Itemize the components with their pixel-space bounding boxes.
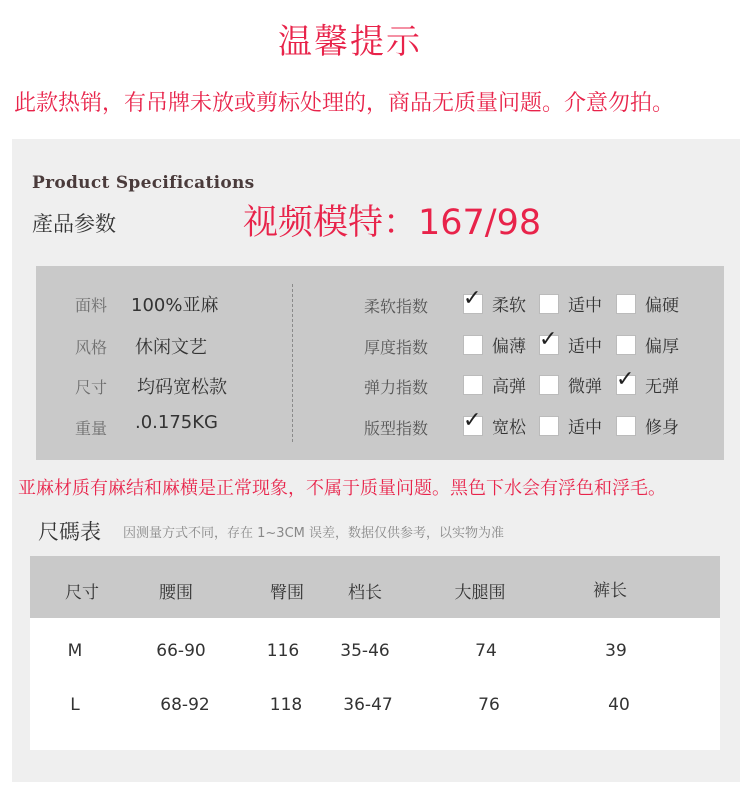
- table-cell: 39: [605, 641, 627, 661]
- checkbox-icon: [463, 335, 483, 355]
- check-mark-icon: ✓: [463, 285, 482, 311]
- check-mark-icon: ✓: [463, 407, 482, 433]
- spec-divider: [292, 284, 293, 442]
- checkbox-icon: [539, 416, 559, 436]
- table-cell: M: [67, 641, 83, 661]
- fit-option-slim: 修身: [616, 413, 679, 438]
- page-title: 温馨提示: [278, 22, 422, 62]
- table-cell: 118: [269, 695, 303, 715]
- softness-label: 柔软指数: [364, 297, 429, 316]
- spec-label-style: 风格: [75, 338, 108, 357]
- header-size: 尺寸: [65, 583, 99, 603]
- softness-option-soft: ✓ 柔软: [463, 285, 526, 316]
- spec-label-size: 尺寸: [75, 378, 108, 397]
- checkbox-icon: [616, 294, 636, 314]
- spec-value-weight: .0.175KG: [135, 412, 219, 433]
- hot-sale-notice: 此款热销，有吊牌未放或剪标处理的，商品无质量问题。介意勿拍。: [14, 91, 675, 116]
- thickness-option-thin: 偏薄: [463, 332, 526, 357]
- header-hip: 臀围: [270, 583, 304, 603]
- table-cell: 40: [608, 695, 630, 715]
- spec-label-weight: 重量: [75, 419, 108, 438]
- spec-title-cn: 產品参数: [32, 212, 116, 236]
- thickness-option-thick: 偏厚: [616, 332, 679, 357]
- table-cell: 35-46: [340, 641, 390, 661]
- spec-value-fabric: 100%亚麻: [131, 295, 219, 316]
- size-chart-note: 因测量方式不同，存在 1~3CM 误差，数据仅供参考，以实物为准: [123, 526, 504, 541]
- table-cell: 116: [266, 641, 300, 661]
- elasticity-option-none: ✓ 无弹: [616, 366, 679, 397]
- spec-value-size: 均码宽松款: [137, 377, 227, 398]
- header-length: 裤长: [593, 581, 627, 601]
- checkbox-checked-icon: [539, 326, 559, 355]
- fit-option-medium: 适中: [539, 413, 602, 438]
- header-rise: 档长: [348, 583, 382, 603]
- softness-option-hard: 偏硬: [616, 291, 679, 316]
- table-cell: 76: [478, 695, 500, 715]
- table-cell: 36-47: [343, 695, 393, 715]
- checkbox-icon: [539, 375, 559, 395]
- checkbox-checked-icon: [463, 285, 483, 314]
- fit-option-loose: ✓ 宽松: [463, 407, 526, 438]
- spec-title-en: Product Specifications: [32, 173, 255, 193]
- thickness-option-medium: ✓ 适中: [539, 326, 602, 357]
- header-waist: 腰围: [159, 583, 193, 603]
- elasticity-label: 弹力指数: [364, 378, 429, 397]
- thickness-label: 厚度指数: [364, 338, 429, 357]
- checkbox-icon: [539, 294, 559, 314]
- table-cell: L: [70, 695, 80, 715]
- material-note: 亚麻材质有麻结和麻横是正常现象，不属于质量问题。黑色下水会有浮色和浮毛。: [18, 478, 666, 499]
- table-cell: 68-92: [160, 695, 210, 715]
- table-cell: 66-90: [156, 641, 206, 661]
- header-thigh: 大腿围: [454, 583, 506, 603]
- check-mark-icon: ✓: [539, 326, 558, 352]
- checkbox-icon: [616, 335, 636, 355]
- checkbox-checked-icon: [463, 407, 483, 436]
- check-mark-icon: ✓: [616, 366, 635, 392]
- softness-option-medium: 适中: [539, 291, 602, 316]
- checkbox-checked-icon: [616, 366, 636, 395]
- checkbox-icon: [463, 375, 483, 395]
- elasticity-option-high: 高弹: [463, 372, 526, 397]
- fit-label: 版型指数: [364, 419, 429, 438]
- elasticity-option-slight: 微弹: [539, 372, 602, 397]
- table-cell: 74: [475, 641, 497, 661]
- spec-value-style: 休闲文艺: [135, 337, 207, 358]
- checkbox-icon: [616, 416, 636, 436]
- model-note: 视频模特：167/98: [243, 203, 542, 243]
- size-chart-title: 尺碼表: [38, 520, 101, 544]
- spec-label-fabric: 面料: [75, 296, 108, 315]
